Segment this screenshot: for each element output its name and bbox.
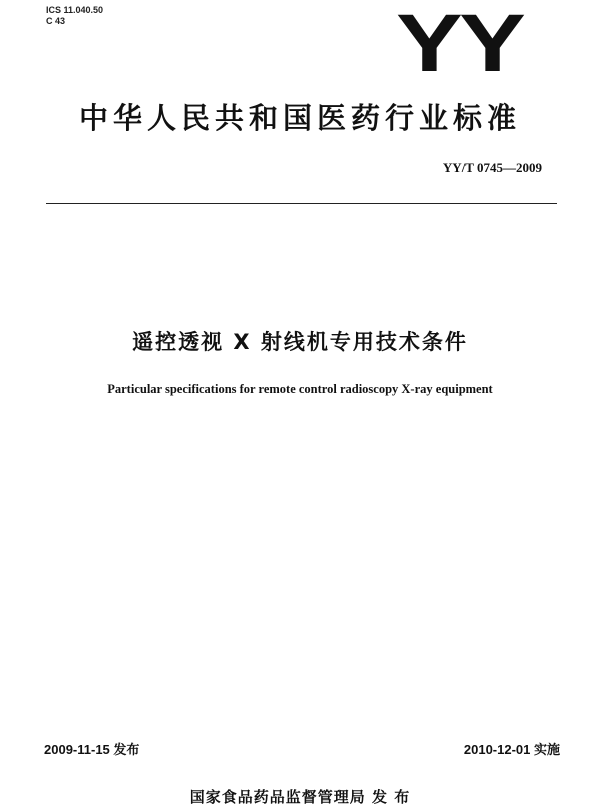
issue-date: 2009-11-15 发布 — [44, 742, 140, 757]
standard-title: 中华人民共和国医药行业标准 — [78, 101, 521, 135]
class-code: C 43 — [46, 16, 66, 26]
document-title-en: Particular specifications for remote control radioscopy X-ray equipment — [107, 382, 493, 396]
document-title-cn: 遥控透视 X 射线机专用技术条件 — [132, 330, 468, 354]
ics-code: ICS 11.040.50 — [46, 5, 104, 15]
standard-number: YY/T 0745—2009 — [442, 160, 542, 175]
issuing-authority: 国家食品药品监督管理局 发 布 — [189, 788, 411, 806]
classification-codes — [46, 5, 103, 27]
header-divider — [46, 203, 557, 204]
yy-logo: YY — [396, 0, 523, 89]
implement-date: 2010-12-01 实施 — [463, 742, 560, 757]
